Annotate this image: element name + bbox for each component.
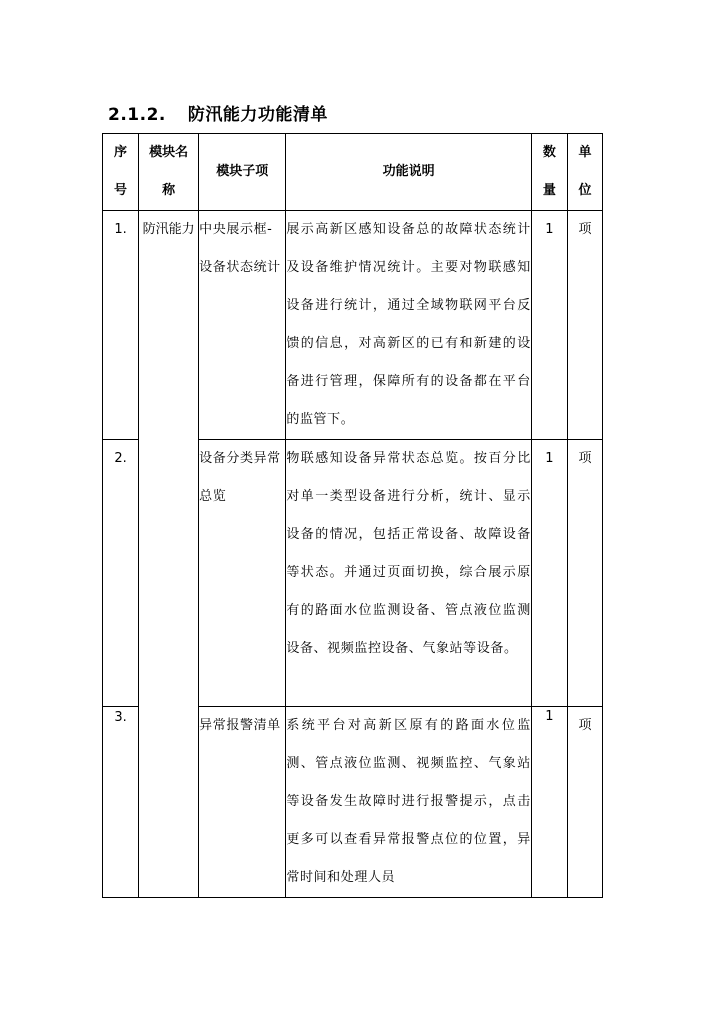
section-heading xyxy=(108,100,328,125)
row-seq: 3. xyxy=(103,707,139,898)
table-row xyxy=(103,211,603,440)
row-seq: 1. xyxy=(103,211,139,440)
row-qty: 1 xyxy=(531,211,567,440)
section-title: 防汛能力功能清单 xyxy=(187,105,328,125)
row-unit: 项 xyxy=(567,440,602,707)
row-description: 系统平台对高新区原有的路面水位监测、管点液位监测、视频监控、气象站等设备发生故障时进行报警提示，点击更多可以查看异常报警点位的位置，异常时间和处理人员 xyxy=(286,707,531,898)
row-seq: 2. xyxy=(103,440,139,707)
row-description: 展示高新区感知设备总的故障状态统计及设备维护情况统计。主要对物联感知设备进行统计，通过全域物联网平台反馈的信息，对高新区的已有和新建的设备进行管理，保障所有的设备都在平台的监管下。 xyxy=(286,211,531,440)
row-qty: 1 xyxy=(531,707,567,898)
table-header-row xyxy=(103,134,603,211)
row-unit: 项 xyxy=(567,707,602,898)
header-sub-item: 模块子项 xyxy=(199,134,286,211)
row-unit: 项 xyxy=(567,211,602,440)
module-name-cell: 防汛能力 xyxy=(139,211,199,898)
row-description: 物联感知设备异常状态总览。按百分比对单一类型设备进行分析，统计、显示设备的情况，包括正常设备、故障设备等状态。并通过页面切换，综合展示原有的路面水位监测设备、管点液位监测设备、视频监控设备、气象站等设备。 xyxy=(286,440,531,707)
row-sub-item: 设备分类异常总览 xyxy=(199,440,286,707)
header-module: 模块名 称 xyxy=(139,134,199,211)
row-sub-item: 中央展示框-设备状态统计 xyxy=(199,211,286,440)
header-description: 功能说明 xyxy=(286,134,531,211)
header-qty: 数 量 xyxy=(531,134,567,211)
row-sub-item: 异常报警清单 xyxy=(199,707,286,898)
row-qty: 1 xyxy=(531,440,567,707)
section-number: 2.1.2. xyxy=(108,105,166,125)
header-unit: 单 位 xyxy=(567,134,602,211)
function-list-table xyxy=(102,133,603,898)
header-seq: 序 号 xyxy=(103,134,139,211)
